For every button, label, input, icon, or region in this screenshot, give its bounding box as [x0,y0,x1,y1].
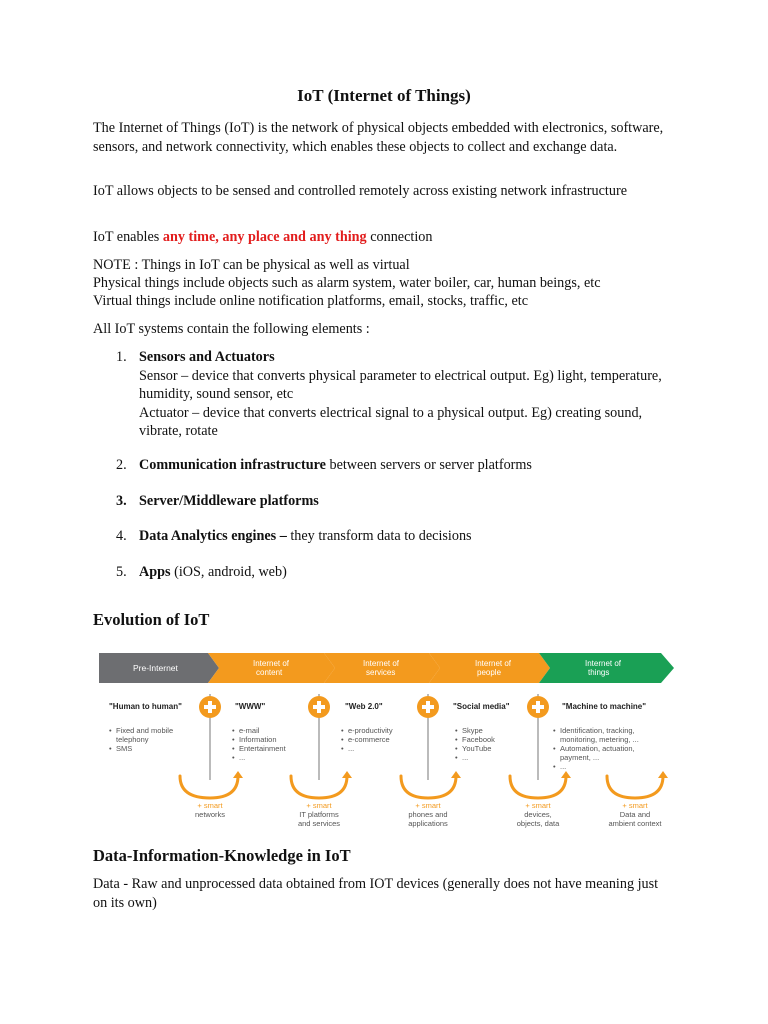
stage-label: things [588,668,610,677]
enables-prefix: IoT enables [93,229,163,245]
column-bullet: • [553,726,556,735]
column-bullet: • [553,744,556,753]
column-bullet: • [455,744,458,753]
smart-label: ambient context [608,819,662,828]
stage-label: Internet of [363,659,400,668]
list-item-sensors [139,348,669,441]
plus-icon [308,696,330,718]
smart-arc [180,776,238,798]
column-item: Facebook [462,735,495,744]
smart-arc [607,776,663,798]
list-item-title: Communication infrastructure [139,457,326,473]
intro-paragraph-2: IoT allows objects to be sensed and controlled remotely across existing network infrastructure [93,183,627,199]
dik-heading: Data-Information-Knowledge in IoT [93,846,351,865]
plus-icon [199,696,221,718]
list-item-text: (iOS, android, web) [170,564,287,580]
list-item-apps [139,563,669,582]
sensor-definition: Sensor – device that converts physical parameter to electrical output. Eg) light, temperature, humidity, sound sensor, etc [139,367,662,402]
column-bullet: • [341,726,344,735]
stage-label: Internet of [475,659,512,668]
stage-label: Pre-Internet [133,663,178,673]
column-item: Identification, tracking, [560,726,635,735]
smart-label: networks [194,810,226,819]
note-line-3: Virtual things include online notification platforms, email, stocks, traffic, etc [93,293,529,309]
column-bullet: • [109,744,112,753]
column-bullet: • [341,744,344,753]
column-bullet: • [341,735,344,744]
note-line-2: Physical things include objects such as alarm system, water boiler, car, human beings, etc [93,275,601,291]
smart-label: and services [297,819,341,828]
enables-suffix: connection [366,229,433,245]
elements-intro: All IoT systems contain the following elements : [93,321,370,337]
column-head: "Human to human" [109,702,182,711]
stage-label: Internet of [253,659,290,668]
column-item: Skype [462,726,483,735]
column-head: "Machine to machine" [562,702,647,711]
column-item: SMS [116,744,133,753]
column-item: e-productivity [348,726,393,735]
smart-plus: + smart [197,801,223,810]
stage-label: content [256,668,283,677]
list-number: 2. [116,457,127,473]
smart-label: objects, data [516,819,560,828]
column-bullet: • [455,726,458,735]
column-bullet: • [232,744,235,753]
column-item: ... [560,762,567,771]
plus-icon [417,696,439,718]
smart-label: Data and [619,810,651,819]
evolution-heading: Evolution of IoT [93,610,210,629]
column-item: payment, ... [560,753,600,762]
smart-plus: + smart [622,801,648,810]
enables-highlight: any time, any place and any thing [162,229,367,245]
column-item: monitoring, metering, ... [560,735,639,744]
column-head: "Web 2.0" [345,702,383,711]
list-number: 4. [116,528,127,544]
column-bullet: • [553,762,556,771]
stage-label: people [477,668,502,677]
column-item: YouTube [462,744,492,753]
smart-label: phones and [408,810,448,819]
arrow-head [561,771,571,778]
list-item-title: Apps [139,564,171,580]
column-bullet: • [232,753,235,762]
list-item-title: Sensors and Actuators [139,349,275,365]
arrow-head [342,771,352,778]
note-line-1: NOTE : Things in IoT can be physical as well as virtual [93,257,410,273]
smart-label: devices, [524,810,552,819]
evolution-diagram [95,650,675,830]
page-title: IoT (Internet of Things) [297,86,471,105]
column-item: Entertainment [239,744,286,753]
list-item-server [139,492,669,511]
column-item: Automation, actuation, [560,744,635,753]
list-item-analytics [139,527,669,546]
list-item-communication [139,456,669,475]
column-item: e-mail [239,726,260,735]
actuator-definition: Actuator – device that converts electrical signal to a physical output. Eg) creating sound, vibrate, rotate [139,404,643,439]
stage-label: Internet of [585,659,622,668]
column-bullet: • [455,753,458,762]
column-item: ... [239,753,246,762]
intro-paragraph-3 [93,228,673,247]
column-head: "Social media" [453,702,510,711]
data-definition: Data - Raw and unprocessed data obtained from IOT devices (generally does not have meaning just on its own) [93,876,659,911]
list-number: 5. [116,564,127,580]
column-item: e-commerce [348,735,390,744]
column-item: Information [239,735,277,744]
list-item-text: they transform data to decisions [286,528,472,544]
list-item-title: Data Analytics engines – [139,528,287,544]
list-number: 3. [116,493,127,509]
column-item: ... [348,744,355,753]
smart-arc [401,776,456,798]
list-number: 1. [116,349,127,365]
list-item-text: between servers or server platforms [325,457,532,473]
smart-label: applications [408,819,448,828]
column-item: Fixed and mobile [116,726,174,735]
arrow-head [451,771,461,778]
column-bullet: • [232,735,235,744]
column-bullet: • [109,726,112,735]
plus-icon [527,696,549,718]
column-item: telephony [116,735,149,744]
smart-label: IT platforms [299,810,339,819]
intro-paragraph-1: The Internet of Things (IoT) is the network of physical objects embedded with electronics, software, sensors, and network connectivity, which enables these objects to collect and exchange data. [93,120,664,155]
column-bullet: • [232,726,235,735]
column-item: ... [462,753,469,762]
arrow-head [658,771,668,778]
column-head: "WWW" [235,702,266,711]
list-item-title: Server/Middleware platforms [139,493,319,509]
stage-label: services [366,668,396,677]
smart-plus: + smart [306,801,332,810]
column-bullet: • [455,735,458,744]
arrow-head [233,771,243,778]
smart-plus: + smart [525,801,551,810]
smart-plus: + smart [415,801,441,810]
